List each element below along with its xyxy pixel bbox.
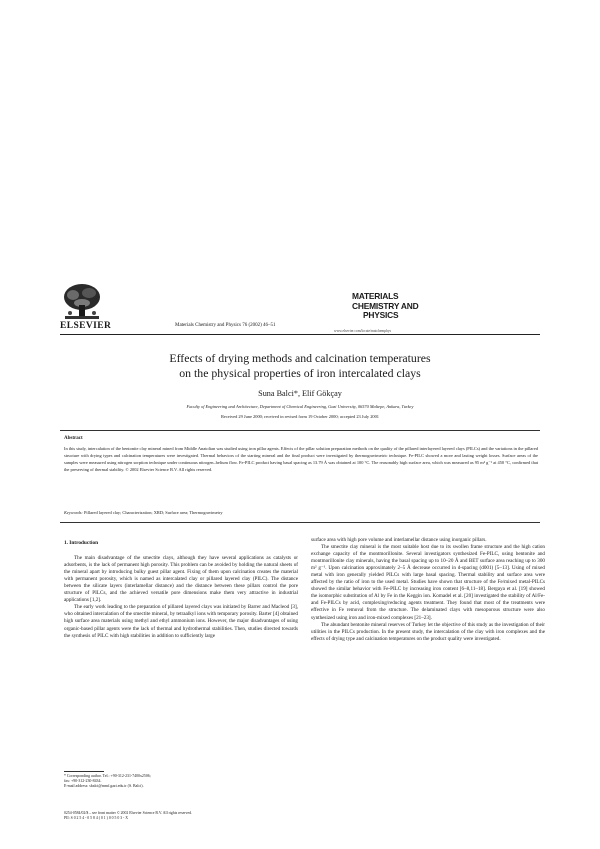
body-paragraph: The main disadvantage of the smectite clays, although they have several applications as catalysts or adsorbents, is the lack of permanent high porosity. This problem can be avoided by holding the natural sheets of the mineral apart by introducing bulky guest pillar agent. Fixing of them upon calcination creates the material with permanent porosity, which is named as intercalated clay or pillared layered clay (PILC). The distance between the silicate layers (interlamellar distance) and the distance between these pillars control the pore structure of PILCs, and the achieved versatile pore dimensions make them very attractive in industrial applications [1,2]. (64, 555, 298, 604)
abstract-bottom-rule (60, 522, 540, 523)
brand-line-1: MATERIALS (352, 291, 399, 301)
authors: Suna Balci*, Elif Gökçay (258, 389, 342, 398)
article-title-line-2: on the physical properties of iron intercalated clays (179, 366, 421, 380)
keywords-list: Pillared layered clay; Characterization; XRD; Surface area; Thermogravimetry (83, 510, 223, 515)
elsevier-tree-logo-icon (62, 283, 102, 321)
keywords (64, 510, 538, 515)
corresponding-author: * Corresponding author. Tel.: +90-312-231-7400x2506; (64, 774, 151, 778)
received-dates: Received 29 June 2000; received in revised form 19 October 2000; accepted 23 July 2001 (220, 414, 379, 419)
copyright-block (64, 811, 192, 821)
body-paragraph: surface area with high pore volume and interlamellar distance using inorganic pillars. (311, 537, 487, 543)
pii-line: PII: S 0 2 5 4 - 0 5 8 4 ( 0 1 ) 0 0 5 0 3 - X (64, 816, 129, 821)
left-column (64, 540, 298, 640)
body-paragraph: The abundant bentonite mineral reserves of Turkey let the objective of this study as the investigation of their utilities in the PILCs production. In the present study, the intercalation of the clay with iron complexes and the effects of drying type and calcination temperatures on the product quality were investigated. (311, 621, 545, 642)
abstract-top-rule (60, 430, 540, 431)
article-title-line-1: Effects of drying methods and calcination temperatures (169, 351, 431, 365)
email-address: E-mail address: sbalci@mmf.gazi.edu.tr (S. Balci). (64, 784, 144, 789)
journal-reference: Materials Chemistry and Physics 76 (2002) 46–51 (175, 323, 276, 328)
journal-url[interactable]: www.elsevier.com/locate/matchemphys (334, 329, 392, 333)
copyright-line: 0254-0584/02/$ – see front matter © 2002 Elsevier Science B.V. All rights reserved. (64, 811, 192, 815)
abstract-text: In this study, intercalation of the bentonite clay mineral mined from Middle Anatolian was studied using iron pillar agents. Effects of the pillar solution preparation methods on the quality of the pillared interlayered layered clays (PILCs) and the variations in the pillared structure with drying types and calcination temperatures were investigated. Thermal behaviors of the starting mineral and the final product were investigated by thermogravimetric technique. Fe-PILC showed a more and lasting weight losses. Surface areas of the samples were measured using nitrogen sorption technique under continuous nitrogen–helium flow. Fe-PILC product having basal spacing as 13.79 Å was obtained at 100 °C. The reasonably high surface area, which was measured as 95 m² g⁻¹ at 450 °C, confirmed that the preserving of thermal stability. © 2002 Elsevier Science B.V. All rights reserved. (64, 446, 538, 473)
section-heading: 1. Introduction (64, 540, 99, 546)
affiliation: Faculty of Engineering and Architecture, Department of Chemical Engineering, Gazi University, 06570 Maltepe, Ankara, Turkey (186, 404, 414, 409)
right-column (311, 537, 545, 643)
brand-line-2: CHEMISTRY AND (352, 300, 419, 311)
footnote-rule (64, 771, 104, 772)
journal-brand (352, 292, 420, 321)
body-paragraph: The smectite clay mineral is the most suitable host due to its swollen frame structure and the high cation exchange capacity of the montmorillonite. Several investigators synthesized Fe-PILC, using bentonite and montmorillonite clay minerals, having the basal spacing up to 10–20 Å and BET surface area reaching up to 300 m² g⁻¹. Upon calcination approximately 2–5 Å decrease occurred in d-spacing (d001) [5–13]. Using of mixed metal with iron generally yielded PILCs with large basal spacing. Thermal stability and surface area were affected by the ratio of iron to the used metal. Studies have shown that structure of the Fe/mixed metal-PILCs showed the similar behavior with Fe-PILC by increasing iron content [6–8,11–18]. Bergaya et al. [19] showed the isomorphic substitution of Al by Fe in the Keggin ion. Komadel et al. [20] investigated the stability of Al/Fe- and Fe-PILCs by acid, complexing/reducing agents treatment. They found that most of the treatments were effective in Fe removal from the structure. The delaminated clays with mesoporous structure were also synthesized using iron and iron-mixed complexes [21–23]. (311, 544, 545, 621)
abstract-heading: Abstract (64, 436, 83, 441)
body-paragraph: The early work leading to the preparation of pillared layered clays was initiated by Barrer and Macleod [3], who obtained intercalation of the smectite mineral, by tetraalkyl ions with temporary porosity. Barter [4] obtained high surface area materials using methyl and ethyl ammonium ions. However, the major disadvantages of using organic-based pillar agents were the lack of thermal and hydrothermal stabilities. Then, studies directed towards the synthesis of PILC with high stabilities in addition to sufficiently large (64, 604, 298, 639)
footnotes (64, 774, 298, 790)
fax-number: fax: +90-312-230-8434. (64, 779, 102, 784)
brand-line-3: PHYSICS (363, 310, 399, 321)
header-rule (60, 334, 540, 335)
keywords-label: Keywords: (64, 510, 83, 515)
publisher-name: ELSEVIER (60, 321, 112, 331)
